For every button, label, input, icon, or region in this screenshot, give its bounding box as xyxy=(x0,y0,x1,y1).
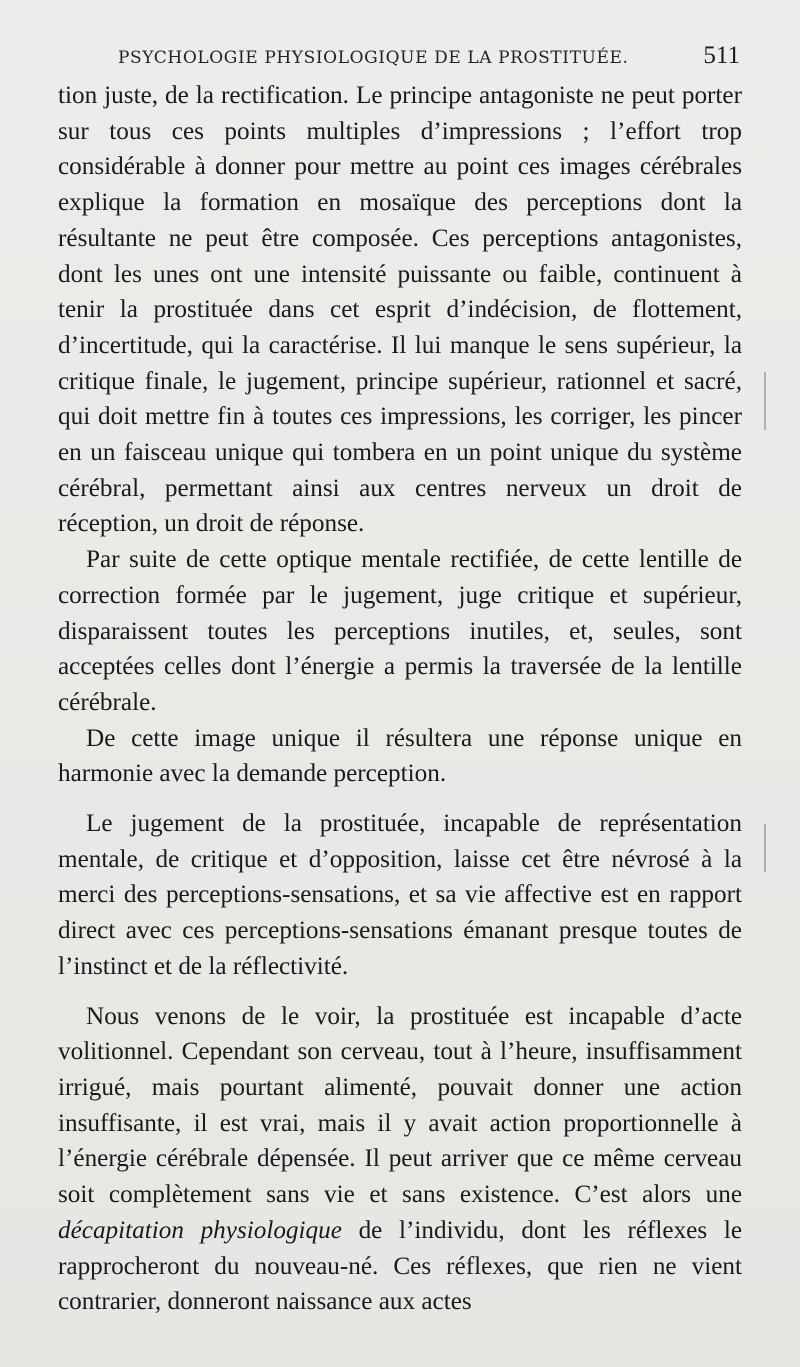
body-text xyxy=(58,78,742,1320)
page-number: 511 xyxy=(703,42,740,69)
margin-mark xyxy=(764,372,766,430)
paragraph-5-text-before: Nous venons de le voir, la prostituée est incapable d’acte volitionnel. Cependant son cerveau, tout à l’heure, insuffisamment irrigué, mais pourtant alimenté, pouvait donner une action insuffisante, il est vrai, mais il y avait action proportionnelle à l’énergie cérébrale dépensée. Il peut arriver que ce même cerveau soit complètement sans vie et sans existence. C’est alors une xyxy=(58,1002,742,1209)
paragraph-5 xyxy=(58,999,742,1320)
paragraph-5-italic-term: décapitation physiologique xyxy=(58,1216,342,1244)
page-header xyxy=(118,42,740,72)
running-head: PSYCHOLOGIE PHYSIOLOGIQUE DE LA PROSTITUÉE. xyxy=(118,48,629,68)
paragraph-3: De cette image unique il résultera une réponse unique en harmonie avec la demande perception. xyxy=(58,724,742,788)
paragraph-5-text-after: de l’individu, dont les réflexes le rapprocheront du nouveau-né. Ces réflexes, que rien ne vient contrarier, donneront naissance aux actes xyxy=(58,1216,742,1316)
paragraph-2: Par suite de cette optique mentale rectifiée, de cette lentille de correction formée par le jugement, juge critique et supérieur, disparaissent toutes les perceptions inutiles, et, seules, sont acceptées celles dont l’énergie a permis la traversée de la lentille cérébrale. xyxy=(58,546,742,716)
paragraph-1: tion juste, de la rectification. Le principe antagoniste ne peut porter sur tous ces points multiples d’impressions ; l’effort trop considérable à donner pour mettre au point ces images cérébrales explique la formation en mosaïque des perceptions dont la résultante ne peut être composée. Ces perceptions antagonistes, dont les unes ont une intensité puissante ou faible, continuent à tenir la prostituée dans cet esprit d’indécision, de flottement, d’incertitude, qui la caractérise. Il lui manque le sens supérieur, la critique finale, le jugement, principe supérieur, rationnel et sacré, qui doit mettre fin à toutes ces impressions, les corriger, les pincer en un faisceau unique qui tombera en un point unique du système cérébral, permettant ainsi aux centres nerveux un droit de réception, un droit de réponse. xyxy=(58,82,742,538)
margin-mark xyxy=(764,824,766,872)
paragraph-4: Le jugement de la prostituée, incapable de représentation mentale, de critique et d’opposition, laisse cet être névrosé à la merci des perceptions-sensations, et sa vie affective est en rapport direct avec ces perceptions-sensations émanant presque toutes de l’instinct et de la réflectivité. xyxy=(58,810,742,980)
